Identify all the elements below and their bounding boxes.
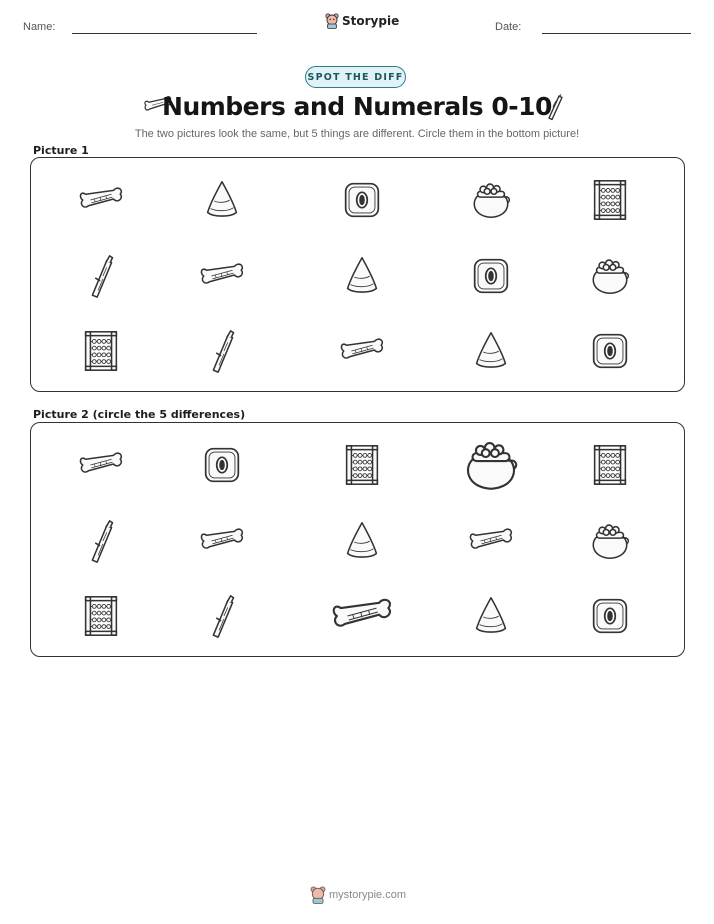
pot-icon[interactable] xyxy=(586,517,634,565)
bone-icon[interactable] xyxy=(467,517,515,565)
bear-icon xyxy=(310,886,326,904)
name-label: Name: xyxy=(23,21,56,33)
picture1-panel[interactable] xyxy=(30,157,685,392)
stick-icon[interactable] xyxy=(77,252,125,300)
date-label: Date: xyxy=(495,21,522,33)
pot-icon[interactable] xyxy=(586,252,634,300)
bone-icon[interactable] xyxy=(198,252,246,300)
picture1-label: Picture 1 xyxy=(33,144,89,157)
cone-icon[interactable] xyxy=(467,327,515,375)
cone-icon[interactable] xyxy=(338,252,386,300)
stick-icon[interactable] xyxy=(77,517,125,565)
bone-icon[interactable] xyxy=(338,327,386,375)
cone-icon[interactable] xyxy=(198,176,246,224)
zero-block-icon[interactable] xyxy=(338,176,386,224)
name-line[interactable] xyxy=(72,33,257,34)
pot-icon[interactable] xyxy=(458,432,524,498)
zero-block-icon[interactable] xyxy=(467,252,515,300)
picture2-label: Picture 2 (circle the 5 differences) xyxy=(33,408,246,421)
stick-icon[interactable] xyxy=(198,327,246,375)
zero-block-icon[interactable] xyxy=(586,327,634,375)
bear-icon xyxy=(325,13,339,29)
cone-icon[interactable] xyxy=(467,592,515,640)
picture2-panel[interactable] xyxy=(30,422,685,657)
stick-icon xyxy=(545,93,565,121)
footer-url: mystorypie.com xyxy=(329,889,407,901)
zero-block-icon[interactable] xyxy=(198,441,246,489)
abacus-icon[interactable] xyxy=(586,176,634,224)
date-line[interactable] xyxy=(542,33,691,34)
spot-the-diff-badge: SPOT THE DIFF xyxy=(305,66,406,88)
footer xyxy=(310,886,406,904)
page-title: Numbers and Numerals 0-10 xyxy=(162,92,552,121)
cone-icon[interactable] xyxy=(338,517,386,565)
abacus-icon[interactable] xyxy=(586,441,634,489)
instructions-text: The two pictures look the same, but 5 things are different. Circle them in the bottom picture! xyxy=(134,128,580,140)
brand-name: Storypie xyxy=(342,14,400,28)
bone-icon[interactable] xyxy=(77,176,125,224)
zero-block-icon[interactable] xyxy=(586,592,634,640)
stick-icon[interactable] xyxy=(198,592,246,640)
bone-icon[interactable] xyxy=(198,517,246,565)
abacus-icon[interactable] xyxy=(77,327,125,375)
brand-logo xyxy=(325,13,399,29)
pot-icon[interactable] xyxy=(467,176,515,224)
abacus-icon[interactable] xyxy=(338,441,386,489)
bone-icon[interactable] xyxy=(77,441,125,489)
bone-icon[interactable] xyxy=(329,583,395,649)
abacus-icon[interactable] xyxy=(77,592,125,640)
